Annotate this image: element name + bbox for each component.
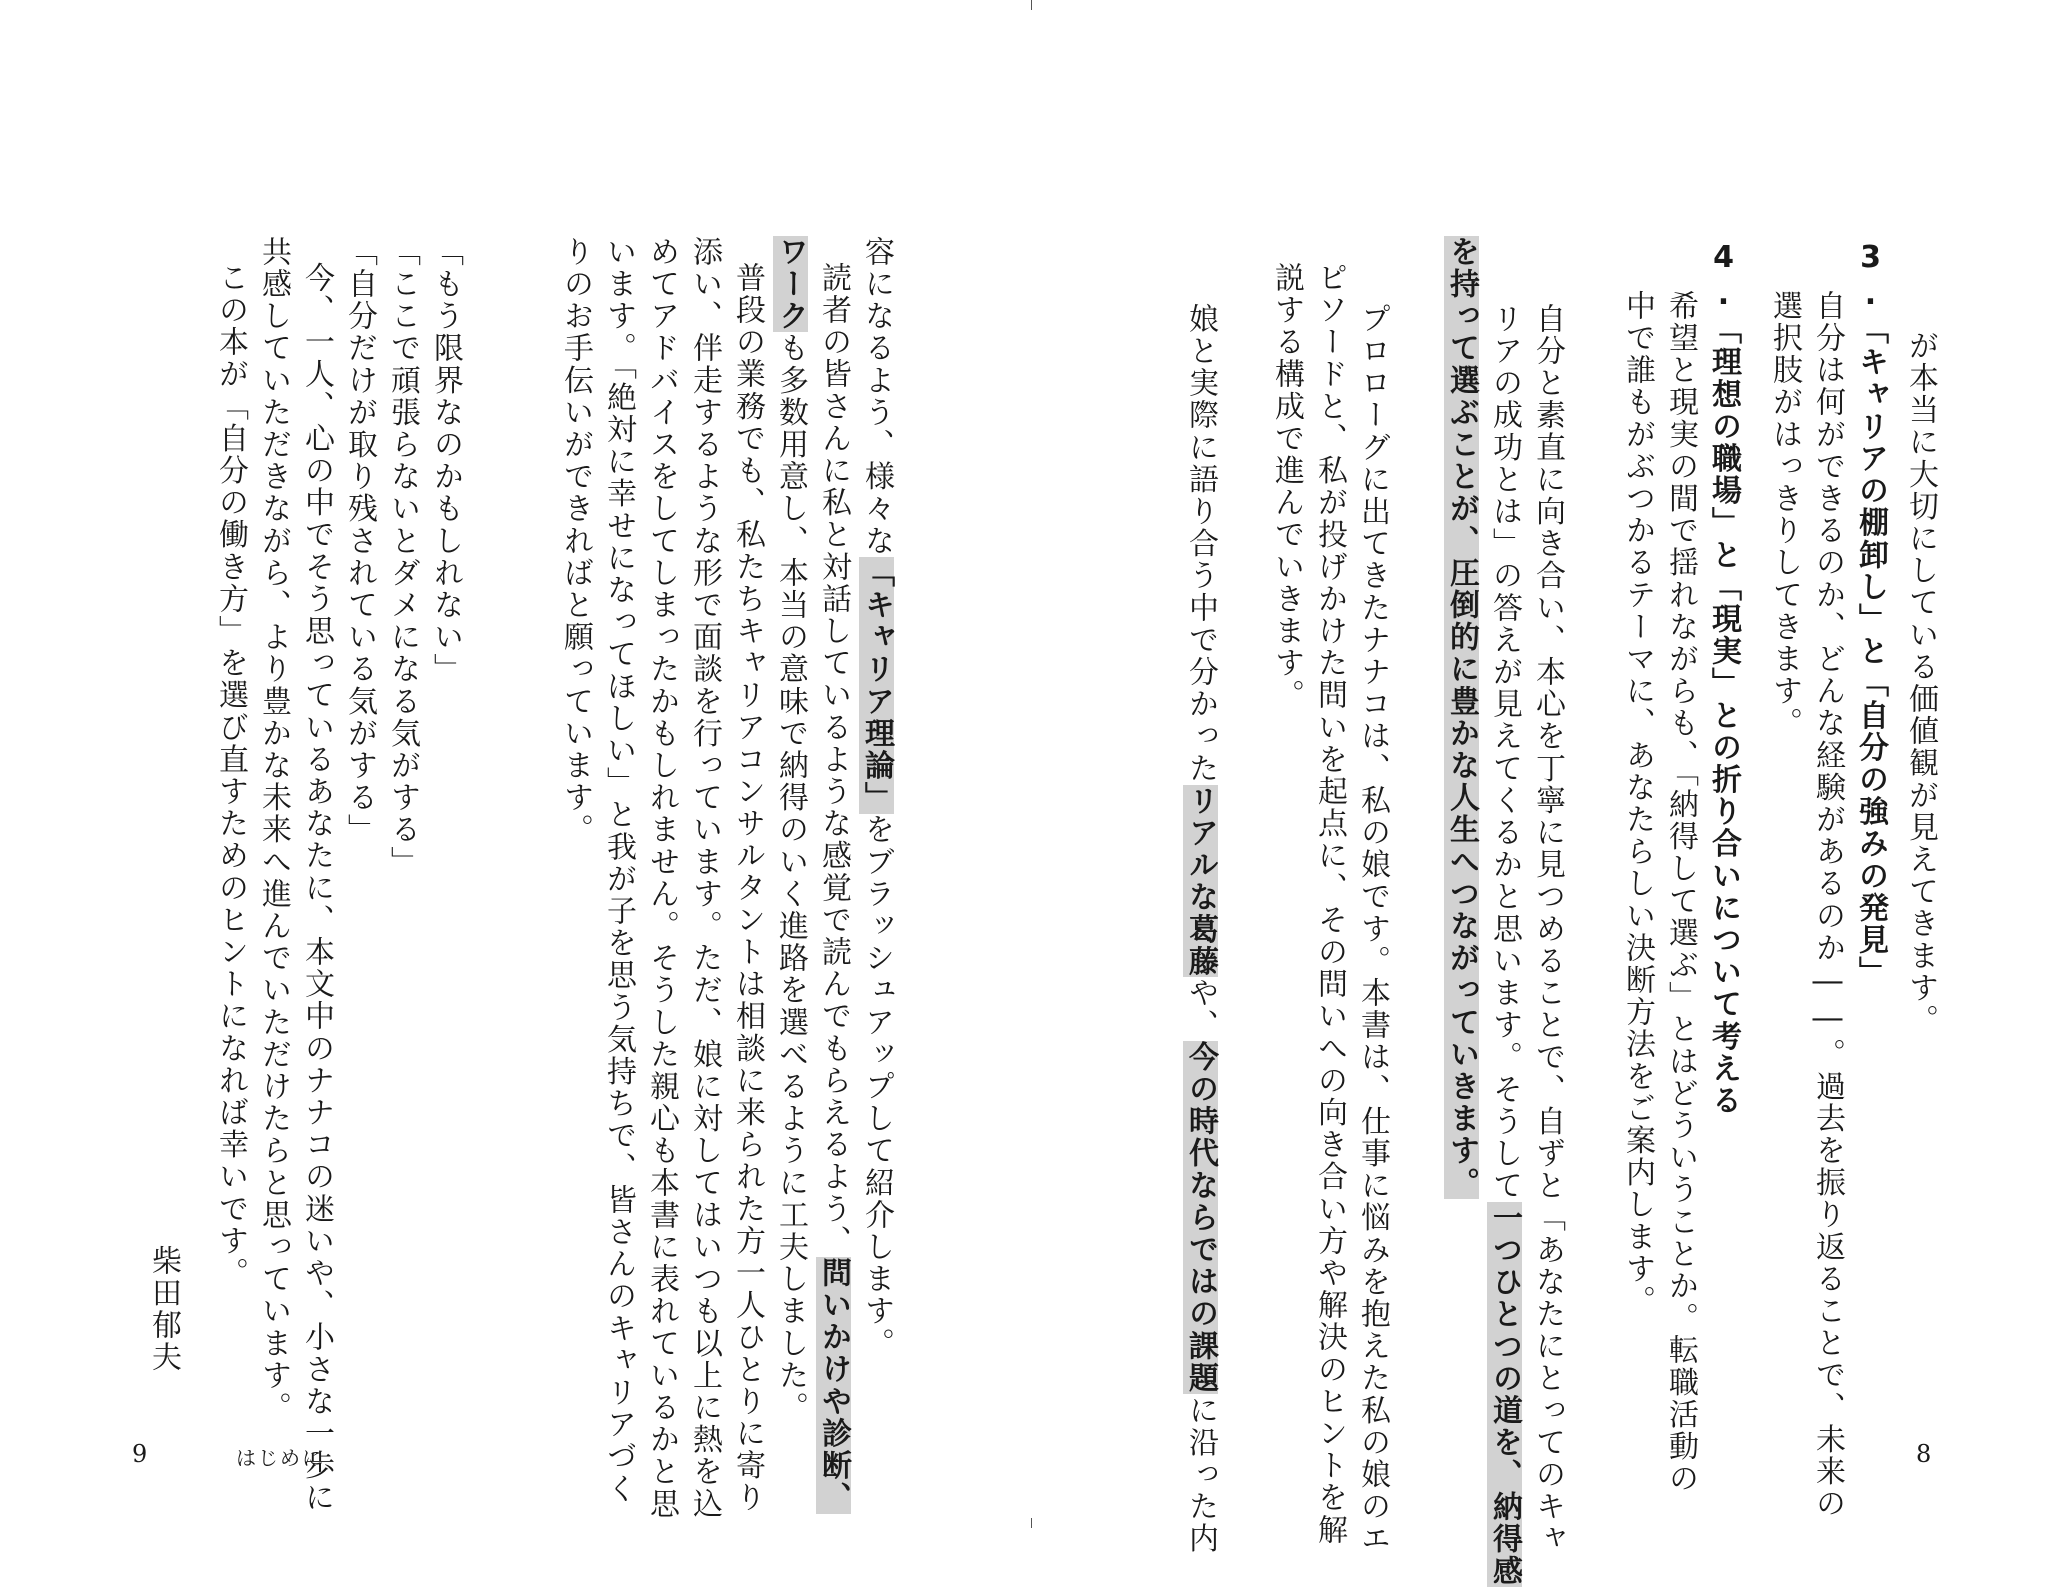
highlight-modern-issue: 今の時代ならではの課題 [1183, 1041, 1218, 1395]
quote-line: 「もう限界なのかもしれない」 [428, 236, 463, 686]
highlight-career-theory: 「キャリア理論」 [859, 557, 894, 814]
heading-4 [1703, 240, 1743, 1117]
page-number-right: 8 [1916, 1440, 1932, 1468]
text-segment: 容になるよう、様々な [859, 236, 894, 557]
text-segment: 娘と実際に語り合う中で分かった [1183, 303, 1218, 785]
text-line-with-highlight [1484, 303, 1524, 1587]
text-line: 中で誰もがぶつかるテーマに、あなたらしい決断方法をご案内します。 [1620, 290, 1655, 1318]
text-line: この本が「自分の働き方」を選び直すためのヒントになれば幸いです。 [213, 262, 248, 1290]
quote-line: 「ここで頑張らないとダメになる気がする」 [385, 236, 420, 878]
quote-line: 「自分だけが取り残されている気がする」 [342, 236, 377, 846]
text-line-with-highlight [1180, 303, 1220, 1555]
heading-3-text: 3.「キャリアの棚卸し」と「自分の強みの発見」 [1853, 240, 1888, 989]
text-line: めてアドバイスをしてしまったかもしれません。そうした親心も本書に表れているかと思 [644, 236, 679, 1520]
text-line-with-highlight [770, 236, 810, 1424]
text-line: 希望と現実の間で揺れながらも、「納得して選ぶ」とはどういうことか。転職活動の [1663, 290, 1698, 1495]
highlight-continuation: を持って選ぶことが、圧倒的に豊かな人生へつながっていきます。 [1444, 236, 1479, 1199]
text-line: 普段の業務でも、私たちキャリアコンサルタントは相談に来られた方一人ひとりに寄り [730, 262, 765, 1514]
highlight-questions-diagnosis: 問いかけや診断、 [816, 1257, 851, 1514]
highlight-one-by-one: 一つひとつの道を、納得感 [1487, 1201, 1522, 1587]
text-line: 選択肢がはっきりしてきます。 [1767, 290, 1802, 740]
text-line-highlighted [1441, 236, 1481, 1199]
text-segment: 読者の皆さんに私と対話しているような感覚で読んでもらえるよう、 [816, 262, 851, 1258]
running-head: はじめに [236, 1446, 324, 1470]
trim-mark-bottom [1031, 1518, 1032, 1528]
text-line: 共感していただきながら、より豊かな未来へ進んでいただけたらと思っています。 [256, 236, 291, 1424]
text-line: ピソードと、私が投げかけた問いを起点に、その問いへの向き合い方や解決のヒントを解 [1312, 262, 1347, 1546]
text-line: が本当に大切にしている価値観が見えてきます。 [1903, 330, 1938, 1037]
heading-3 [1850, 240, 1890, 988]
highlight-work: ワーク [773, 236, 808, 333]
text-line: います。「絶対に幸せになってほしい」と我が子を思う気持ちで、皆さんのキャリアづく [601, 236, 636, 1505]
text-line: 自分は何ができるのか、どんな経験があるのか――。過去を振り返ることで、未来の [1810, 290, 1845, 1520]
text-segment: リアの成功とは」の答えが見えてくるかと思います。そうして [1487, 303, 1522, 1202]
text-line: 添い、伴走するような形で面談を行っています。ただ、娘に対してはいつも以上に熱を込 [687, 236, 722, 1520]
heading-4-text: 4.「理想の職場」と「現実」との折り合いについて考える [1706, 240, 1741, 1117]
text-line: 自分と素直に向き合い、本心を丁寧に見つめることで、自ずと「あなたにとってのキャ [1530, 303, 1565, 1555]
text-segment: や、 [1183, 977, 1218, 1042]
page-number-left: 9 [132, 1440, 148, 1468]
text-segment: をブラッシュアップして紹介します。 [859, 813, 894, 1360]
author-name: 柴田郁夫 [146, 1245, 181, 1374]
text-line-with-highlight [856, 236, 896, 1360]
highlight-real-conflict: リアルな葛藤 [1183, 784, 1218, 978]
text-line-with-highlight [813, 262, 853, 1514]
text-line: 説する構成で進んでいきます。 [1269, 262, 1304, 712]
text-line: りのお手伝いができればと願っています。 [558, 236, 593, 846]
text-line: 今、一人、心の中でそう思っているあなたに、本文中のナナコの迷いや、小さな一歩に [299, 262, 334, 1514]
trim-mark-top [1031, 0, 1032, 10]
text-segment: も多数用意し、本当の意味で納得のいく進路を選べるように工夫しました。 [773, 332, 808, 1424]
text-line: プロローグに出てきたナナコは、私の娘です。本書は、仕事に悩みを抱えた私の娘のエ [1355, 303, 1390, 1555]
text-segment: に沿った内 [1183, 1394, 1218, 1555]
